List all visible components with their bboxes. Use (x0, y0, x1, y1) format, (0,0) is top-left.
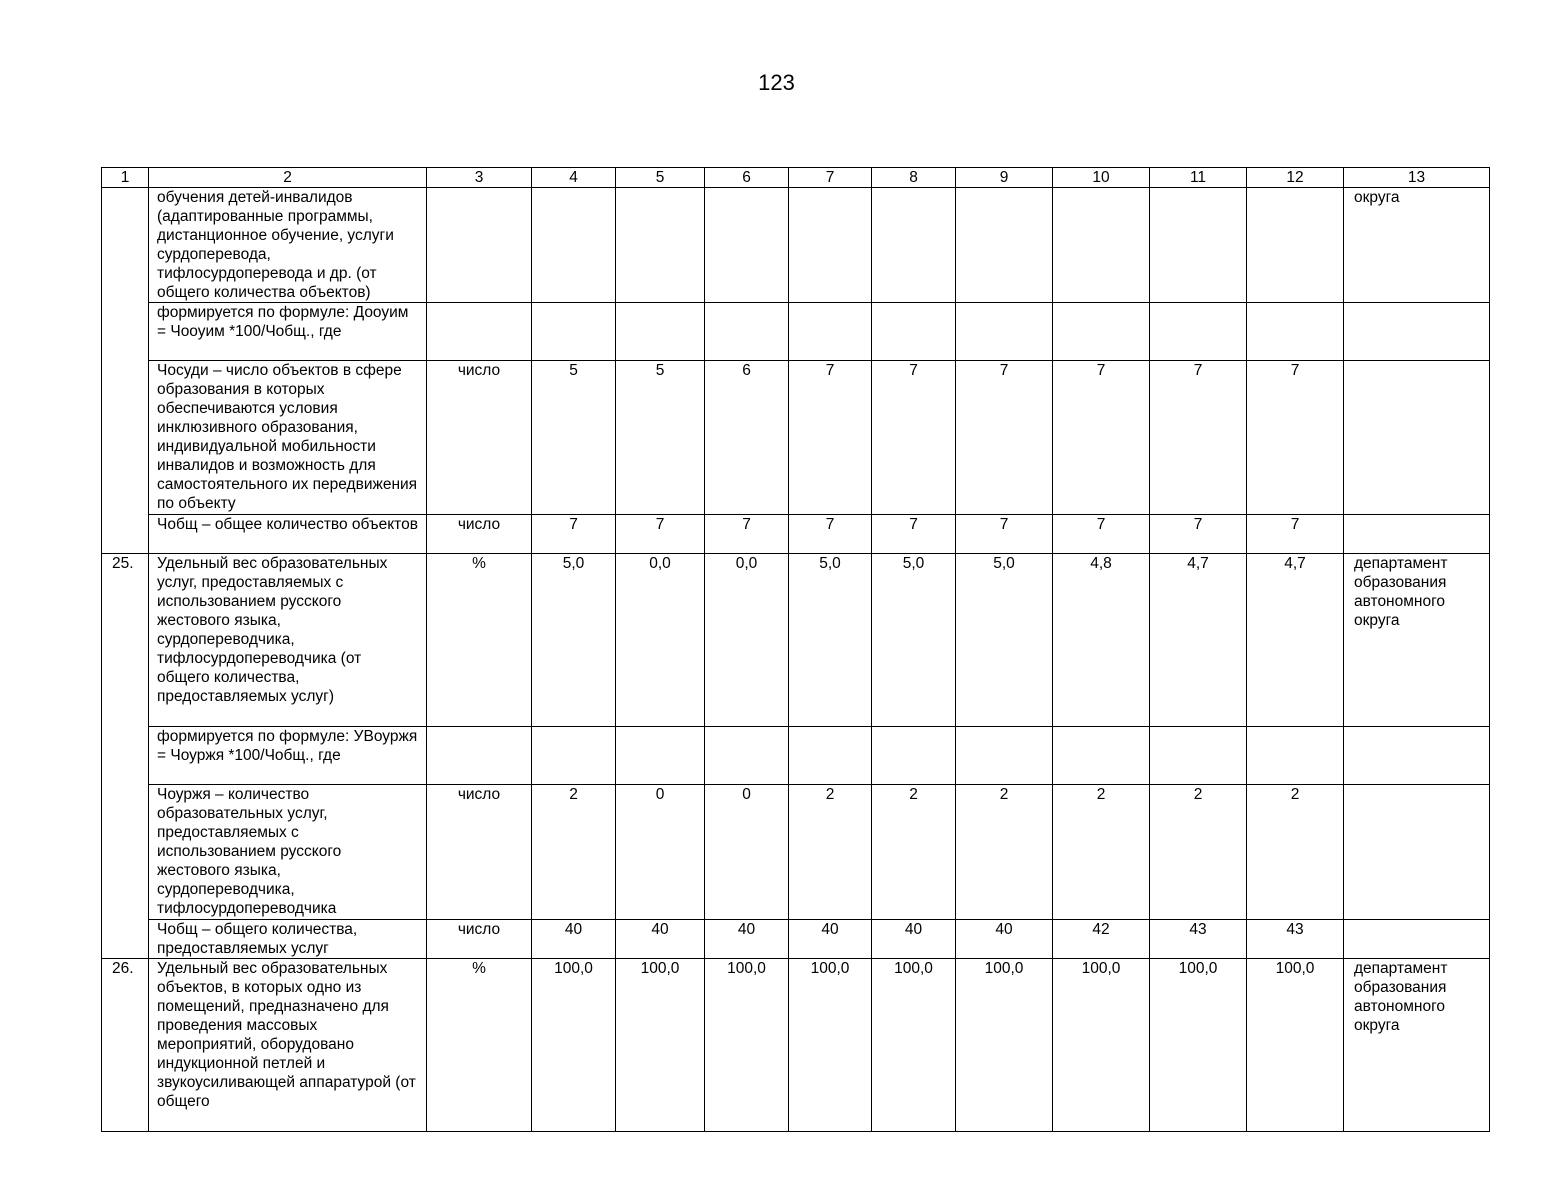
value-cell: 7 (872, 361, 956, 515)
header-cell: 2 (149, 168, 427, 188)
value-cell (1247, 727, 1344, 785)
indicator-description: Удельный вес образовательных услуг, предоставляемых с использованием русского жестового языка, сурдопереводчика, тифлосурдопереводчика (от общего количества, предоставляемых услуг) (149, 554, 427, 727)
value-cell: 100,0 (1150, 959, 1247, 1132)
value-cell (616, 303, 705, 361)
value-cell: 0,0 (705, 554, 789, 727)
value-cell (1150, 188, 1247, 303)
responsible-org: департамент образования автономного округа (1344, 959, 1490, 1132)
value-cell: 100,0 (789, 959, 872, 1132)
value-cell (1247, 303, 1344, 361)
value-cell: 4,7 (1247, 554, 1344, 727)
value-cell: 0 (616, 785, 705, 920)
value-cell (956, 188, 1053, 303)
responsible-org (1344, 361, 1490, 515)
column-number-header-row (102, 168, 1490, 188)
table-row (102, 554, 1490, 727)
header-cell: 11 (1150, 168, 1247, 188)
table-row (102, 188, 1490, 303)
value-cell: 7 (1150, 515, 1247, 554)
value-cell (872, 303, 956, 361)
value-cell (956, 303, 1053, 361)
header-cell: 9 (956, 168, 1053, 188)
row-number: 25. (102, 554, 149, 959)
value-cell: 100,0 (705, 959, 789, 1132)
value-cell: 2 (1053, 785, 1150, 920)
value-cell: 100,0 (616, 959, 705, 1132)
header-cell: 10 (1053, 168, 1150, 188)
unit-cell (427, 727, 532, 785)
value-cell (1150, 303, 1247, 361)
value-cell (532, 727, 616, 785)
value-cell: 43 (1247, 920, 1344, 959)
indicator-description: формируется по формуле: УВоуржя = Чоуржя *100/Чобщ., где (149, 727, 427, 785)
value-cell (789, 303, 872, 361)
value-cell: 42 (1053, 920, 1150, 959)
value-cell (789, 727, 872, 785)
responsible-org: департамент образования автономного округа (1344, 554, 1490, 727)
table-row (102, 920, 1490, 959)
unit-cell (427, 188, 532, 303)
value-cell: 2 (532, 785, 616, 920)
value-cell (616, 188, 705, 303)
value-cell: 40 (705, 920, 789, 959)
value-cell: 40 (872, 920, 956, 959)
responsible-org (1344, 303, 1490, 361)
responsible-org: округа (1344, 188, 1490, 303)
value-cell (705, 188, 789, 303)
value-cell: 100,0 (532, 959, 616, 1132)
value-cell: 100,0 (872, 959, 956, 1132)
unit-cell: число (427, 361, 532, 515)
indicator-description: обучения детей-инвалидов (адаптированные программы, дистанционное обучение, услуги сурдоперевода, тифлосурдоперевода и др. (от общего количества объектов) (149, 188, 427, 303)
table-row (102, 727, 1490, 785)
responsible-org (1344, 920, 1490, 959)
value-cell: 5,0 (872, 554, 956, 727)
value-cell (1053, 727, 1150, 785)
value-cell: 7 (1247, 361, 1344, 515)
value-cell: 7 (532, 515, 616, 554)
value-cell: 40 (616, 920, 705, 959)
responsible-org (1344, 727, 1490, 785)
value-cell: 7 (705, 515, 789, 554)
value-cell: 40 (532, 920, 616, 959)
value-cell: 43 (1150, 920, 1247, 959)
table-row (102, 785, 1490, 920)
value-cell (1247, 188, 1344, 303)
value-cell: 2 (789, 785, 872, 920)
indicator-description: Чобщ – общее количество объектов (149, 515, 427, 554)
value-cell (616, 727, 705, 785)
value-cell: 4,8 (1053, 554, 1150, 727)
header-cell: 5 (616, 168, 705, 188)
value-cell: 7 (789, 515, 872, 554)
header-cell: 1 (102, 168, 149, 188)
unit-cell: число (427, 920, 532, 959)
table-row (102, 361, 1490, 515)
indicator-description: Удельный вес образовательных объектов, в которых одно из помещений, предназначено для проведения массовых мероприятий, оборудовано индукционной петлей и звукоусиливающей аппаратурой (от общего (149, 959, 427, 1132)
value-cell: 7 (1247, 515, 1344, 554)
value-cell: 2 (872, 785, 956, 920)
value-cell: 40 (789, 920, 872, 959)
value-cell (872, 727, 956, 785)
value-cell: 5 (616, 361, 705, 515)
value-cell: 7 (956, 361, 1053, 515)
value-cell: 6 (705, 361, 789, 515)
header-cell: 4 (532, 168, 616, 188)
value-cell (872, 188, 956, 303)
value-cell: 2 (956, 785, 1053, 920)
header-cell: 13 (1344, 168, 1490, 188)
value-cell: 5,0 (532, 554, 616, 727)
table-row (102, 303, 1490, 361)
responsible-org (1344, 785, 1490, 920)
value-cell (956, 727, 1053, 785)
page-number: 123 (758, 70, 795, 95)
value-cell: 7 (1150, 361, 1247, 515)
indicator-description: Чобщ – общего количества, предоставляемых услуг (149, 920, 427, 959)
value-cell: 5 (532, 361, 616, 515)
row-number (102, 188, 149, 554)
table-row (102, 515, 1490, 554)
value-cell: 7 (872, 515, 956, 554)
header-cell: 6 (705, 168, 789, 188)
value-cell: 7 (1053, 361, 1150, 515)
header-cell: 12 (1247, 168, 1344, 188)
value-cell: 5,0 (956, 554, 1053, 727)
value-cell (1053, 303, 1150, 361)
header-cell: 8 (872, 168, 956, 188)
value-cell: 7 (956, 515, 1053, 554)
value-cell: 7 (789, 361, 872, 515)
row-number: 26. (102, 959, 149, 1132)
indicator-description: Чоуржя – количество образовательных услуг, предоставляемых с использованием русского жестового языка, сурдопереводчика, тифлосурдопереводчика (149, 785, 427, 920)
value-cell (705, 303, 789, 361)
value-cell: 2 (1150, 785, 1247, 920)
value-cell (532, 188, 616, 303)
value-cell: 0 (705, 785, 789, 920)
header-cell: 3 (427, 168, 532, 188)
responsible-org (1344, 515, 1490, 554)
value-cell: 7 (1053, 515, 1150, 554)
indicator-description: формируется по формуле: Дооуим = Чооуим *100/Чобщ., где (149, 303, 427, 361)
value-cell (705, 727, 789, 785)
value-cell (1150, 727, 1247, 785)
value-cell: 0,0 (616, 554, 705, 727)
indicator-table (101, 167, 1490, 1132)
unit-cell: % (427, 959, 532, 1132)
unit-cell: число (427, 785, 532, 920)
value-cell: 2 (1247, 785, 1344, 920)
indicator-description: Чосуди – число объектов в сфере образования в которых обеспечиваются условия инклюзивного образования, индивидуальной мобильности инвалидов и возможность для самостоятельного их передвижения по объекту (149, 361, 427, 515)
value-cell: 100,0 (956, 959, 1053, 1132)
table-row (102, 959, 1490, 1132)
value-cell (1053, 188, 1150, 303)
value-cell: 40 (956, 920, 1053, 959)
value-cell: 4,7 (1150, 554, 1247, 727)
value-cell: 7 (616, 515, 705, 554)
unit-cell: % (427, 554, 532, 727)
unit-cell (427, 303, 532, 361)
value-cell (789, 188, 872, 303)
unit-cell: число (427, 515, 532, 554)
header-cell: 7 (789, 168, 872, 188)
value-cell (532, 303, 616, 361)
value-cell: 100,0 (1247, 959, 1344, 1132)
value-cell: 5,0 (789, 554, 872, 727)
value-cell: 100,0 (1053, 959, 1150, 1132)
